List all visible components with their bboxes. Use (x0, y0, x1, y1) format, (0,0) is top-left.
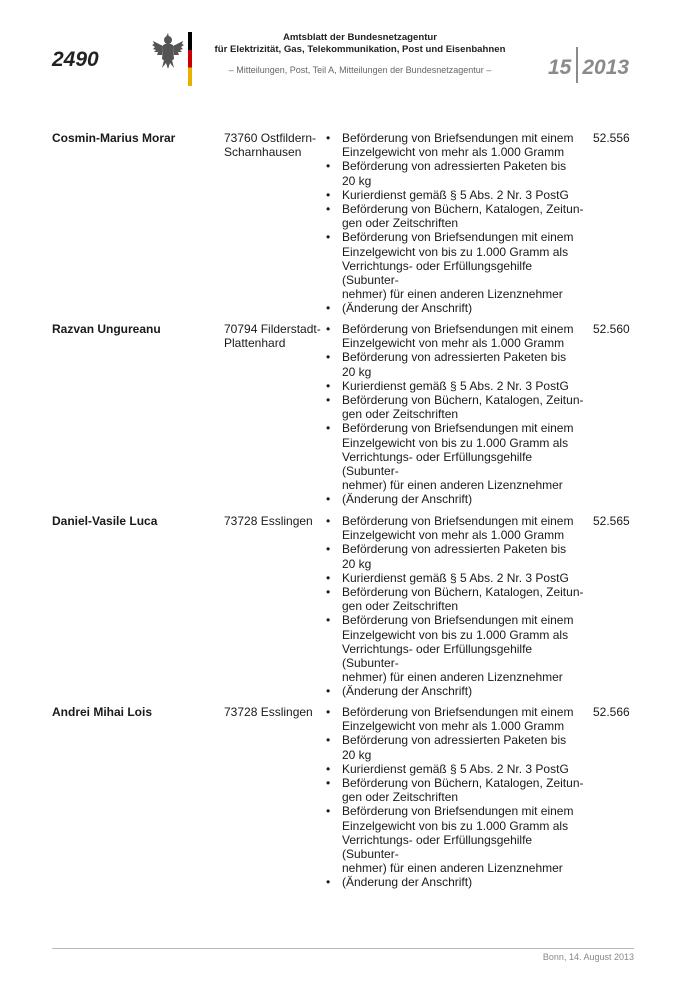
service-line: • Kurierdienst gemäß § 5 Abs. 2 Nr. 3 PostG (342, 761, 569, 776)
service-line: gen oder Zeitschriften (342, 599, 459, 614)
journal-section: – Mitteilungen, Post, Teil A, Mitteilungen der Bundesnetzagentur – (228, 65, 492, 75)
service-item (325, 188, 590, 202)
service-item (325, 613, 590, 684)
place-line: Plattenhard (224, 336, 286, 351)
service-item (325, 875, 590, 889)
service-list (325, 514, 590, 699)
service-item (325, 776, 590, 804)
service-line: nehmer) für einen anderen Lizenznehmer (342, 670, 563, 685)
service-line: • Beförderung von Büchern, Katalogen, Zeitun- (342, 393, 584, 408)
service-line: nehmer) für einen anderen Lizenznehmer (342, 287, 563, 302)
footer-date: Bonn, 14. August 2013 (542, 952, 634, 962)
place-line: 73760 Ostfildern- (224, 131, 317, 145)
licensee-name: Andrei Mihai Lois (52, 705, 153, 719)
service-line: • Beförderung von Briefsendungen mit einem (342, 613, 574, 628)
service-line: 20 kg (342, 173, 372, 188)
service-line: • Beförderung von Büchern, Katalogen, Zeitun- (342, 776, 584, 791)
service-line: • Beförderung von adressierten Paketen bis (342, 542, 567, 557)
license-number: 52.560 (593, 322, 630, 336)
issue-number: 15 (548, 56, 572, 79)
service-line: • (Änderung der Anschrift) (342, 301, 473, 316)
license-number: 52.556 (593, 131, 630, 145)
service-line: • (Änderung der Anschrift) (342, 492, 473, 507)
service-item (325, 202, 590, 230)
service-item (325, 230, 590, 301)
service-line: 20 kg (342, 556, 372, 571)
service-line: • Beförderung von Briefsendungen mit einem (342, 131, 574, 145)
service-line: Einzelgewicht von mehr als 1.000 Gramm (342, 719, 565, 734)
service-line: gen oder Zeitschriften (342, 216, 459, 231)
service-line: • Kurierdienst gemäß § 5 Abs. 2 Nr. 3 PostG (342, 187, 569, 202)
licensee-place (224, 322, 324, 350)
issue-year: 2013 (582, 56, 630, 79)
service-item (325, 762, 590, 776)
service-line: • Beförderung von Briefsendungen mit einem (342, 514, 574, 528)
service-line: • (Änderung der Anschrift) (342, 875, 473, 890)
place-line: 73728 Esslingen (224, 705, 313, 719)
service-list (325, 131, 590, 316)
service-line: gen oder Zeitschriften (342, 407, 459, 422)
service-line: • (Änderung der Anschrift) (342, 684, 473, 699)
service-line: Einzelgewicht von bis zu 1.000 Gramm als (342, 244, 569, 259)
licensee-name: Razvan Ungureanu (52, 322, 161, 336)
service-item (325, 585, 590, 613)
service-line: • Beförderung von Briefsendungen mit einem (342, 230, 574, 245)
service-item (325, 301, 590, 315)
service-line: nehmer) für einen anderen Lizenznehmer (342, 478, 563, 493)
service-line: • Beförderung von Briefsendungen mit einem (342, 322, 574, 336)
service-item (325, 733, 590, 761)
licensee-place (224, 131, 324, 159)
service-item (325, 350, 590, 378)
service-line: gen oder Zeitschriften (342, 790, 459, 805)
service-line: 20 kg (342, 364, 372, 379)
federal-eagle-icon (152, 33, 184, 71)
service-line: Einzelgewicht von bis zu 1.000 Gramm als (342, 818, 569, 833)
place-line: Scharnhausen (224, 145, 302, 160)
issue-info (548, 47, 629, 83)
service-item (325, 705, 590, 733)
service-line: • Beförderung von Briefsendungen mit einem (342, 705, 574, 719)
service-line: Verrichtungs- oder Erfüllungsgehilfe (Subunter- (342, 641, 533, 671)
service-line: • Beförderung von adressierten Paketen bis (342, 733, 567, 748)
service-line: Einzelgewicht von bis zu 1.000 Gramm als (342, 627, 569, 642)
service-item (325, 514, 590, 542)
service-item (325, 684, 590, 698)
federal-flag-bar (188, 32, 192, 86)
service-item (325, 421, 590, 492)
service-item (325, 804, 590, 875)
service-item (325, 159, 590, 187)
journal-title (200, 32, 520, 55)
service-line: Verrichtungs- oder Erfüllungsgehilfe (Subunter- (342, 832, 533, 862)
service-line: • Kurierdienst gemäß § 5 Abs. 2 Nr. 3 PostG (342, 570, 569, 585)
page-number: 2490 (52, 48, 99, 71)
service-line: Verrichtungs- oder Erfüllungsgehilfe (Subunter- (342, 449, 533, 479)
service-item (325, 542, 590, 570)
licensee-name: Cosmin-Marius Morar (52, 131, 176, 145)
journal-title-line-1: Amtsblatt der Bundesnetzagentur (282, 32, 438, 43)
service-line: 20 kg (342, 747, 372, 762)
footer-divider (52, 948, 634, 949)
service-line: • Beförderung von Briefsendungen mit einem (342, 421, 574, 436)
issue-separator (576, 47, 578, 83)
journal-header (200, 32, 520, 75)
service-line: nehmer) für einen anderen Lizenznehmer (342, 861, 563, 876)
service-item (325, 322, 590, 350)
place-line: 73728 Esslingen (224, 514, 313, 528)
service-item (325, 393, 590, 421)
service-item (325, 379, 590, 393)
licensee-place (224, 514, 324, 528)
service-line: • Beförderung von Büchern, Katalogen, Zeitun- (342, 585, 584, 600)
service-line: Einzelgewicht von mehr als 1.000 Gramm (342, 145, 565, 160)
service-line: • Beförderung von Büchern, Katalogen, Zeitun- (342, 202, 584, 217)
licensee-place (224, 705, 324, 719)
service-line: Einzelgewicht von bis zu 1.000 Gramm als (342, 435, 569, 450)
service-line: Verrichtungs- oder Erfüllungsgehilfe (Subunter- (342, 258, 533, 288)
license-number: 52.566 (593, 705, 630, 719)
service-item (325, 131, 590, 159)
service-line: Einzelgewicht von mehr als 1.000 Gramm (342, 336, 565, 351)
service-line: • Beförderung von adressierten Paketen bis (342, 350, 567, 365)
licensee-name: Daniel-Vasile Luca (52, 514, 158, 528)
service-list (325, 322, 590, 507)
journal-title-line-2: für Elektrizität, Gas, Telekommunikation, Post und Eisenbahnen (214, 43, 506, 55)
service-line: • Beförderung von Briefsendungen mit einem (342, 804, 574, 819)
service-item (325, 492, 590, 506)
place-line: 70794 Filderstadt- (224, 322, 321, 336)
service-line: • Beförderung von adressierten Paketen bis (342, 159, 567, 174)
service-line: • Kurierdienst gemäß § 5 Abs. 2 Nr. 3 PostG (342, 378, 569, 393)
service-list (325, 705, 590, 890)
service-line: Einzelgewicht von mehr als 1.000 Gramm (342, 528, 565, 543)
service-item (325, 571, 590, 585)
license-number: 52.565 (593, 514, 630, 528)
